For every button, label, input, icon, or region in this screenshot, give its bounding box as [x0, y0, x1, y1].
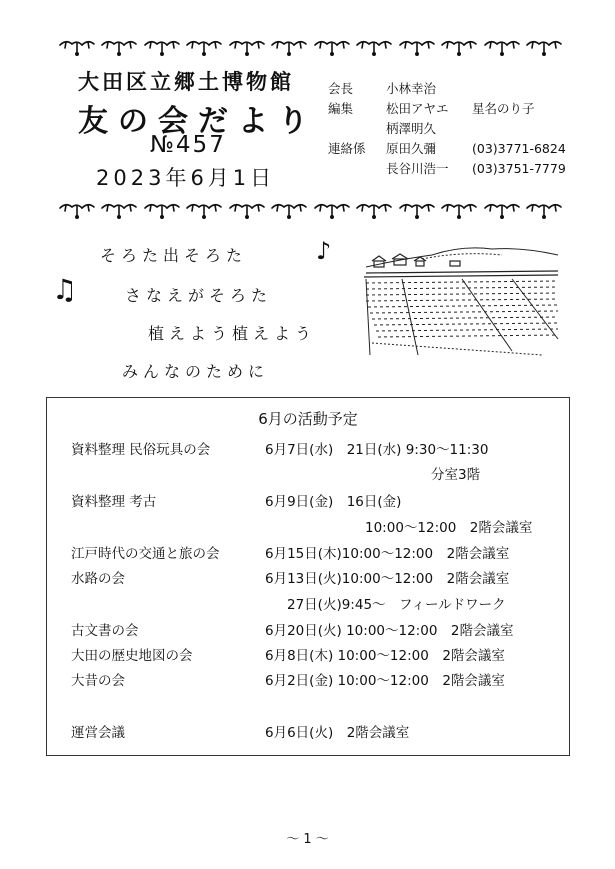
palm-frond-icon: [228, 37, 266, 57]
schedule-detail: 6月13日(火)10:00～12:00 2階会議室: [265, 571, 510, 587]
palm-frond-icon: [313, 37, 351, 57]
palm-frond-icon: [270, 200, 308, 220]
music-notes-icon: ♫: [52, 273, 78, 306]
palm-frond-icon: [355, 200, 393, 220]
palm-frond-icon: [185, 37, 223, 57]
schedule-title: 6月の活動予定: [258, 410, 358, 428]
schedule-box: [46, 397, 570, 756]
staff-row: 会長 小林幸治: [328, 81, 437, 96]
palm-frond-icon: [525, 37, 563, 57]
schedule-detail: 6月6日(火) 2階会議室: [265, 725, 410, 741]
schedule-name: 水路の会: [71, 571, 125, 587]
rice-field-illustration: [362, 243, 560, 358]
schedule-name: 江戸時代の交通と旅の会: [71, 546, 220, 562]
music-note-icon: ♪: [316, 237, 332, 265]
poem-line-3: 植えよう植えよう: [148, 324, 317, 343]
schedule-detail: 27日(火)9:45～ フィールドワーク: [287, 597, 506, 613]
staff-row: 柄澤明久: [386, 121, 437, 136]
schedule-detail: 6月8日(木) 10:00～12:00 2階会議室: [265, 648, 505, 664]
decorative-border-top: [58, 36, 563, 58]
palm-frond-icon: [440, 200, 478, 220]
staff-row: 長谷川浩一 (03)3751-7779: [386, 161, 566, 176]
staff-row: 連絡係 原田久彌 (03)3771-6824: [328, 141, 566, 156]
schedule-name: 大昔の会: [71, 673, 125, 689]
museum-name: 大田区立郷土博物館: [78, 70, 294, 94]
palm-frond-icon: [143, 200, 181, 220]
palm-frond-icon: [483, 200, 521, 220]
newsletter-title: 友の会だより: [78, 104, 318, 139]
issue-date: 2023年6月1日: [96, 166, 276, 190]
schedule-detail: 6月20日(火) 10:00～12:00 2階会議室: [265, 623, 514, 639]
palm-frond-icon: [398, 200, 436, 220]
palm-frond-icon: [525, 200, 563, 220]
palm-frond-icon: [313, 200, 351, 220]
schedule-detail: 6月15日(木)10:00～12:00 2階会議室: [265, 546, 510, 562]
palm-frond-icon: [58, 200, 96, 220]
palm-frond-icon: [100, 37, 138, 57]
staff-list: [328, 79, 566, 179]
palm-frond-icon: [58, 37, 96, 57]
schedule-detail: 6月9日(金) 16日(金): [265, 494, 402, 510]
schedule-detail: 6月7日(水) 21日(水) 9:30～11:30: [265, 442, 489, 458]
palm-frond-icon: [143, 37, 181, 57]
schedule-name: 運営会議: [71, 725, 125, 741]
poem-line-1: そろた出そろた: [100, 246, 248, 265]
palm-frond-icon: [440, 37, 478, 57]
decorative-border-middle: [58, 199, 563, 221]
schedule-detail: 分室3階: [431, 467, 481, 483]
palm-frond-icon: [483, 37, 521, 57]
palm-frond-icon: [398, 37, 436, 57]
page-number: ～ 1 ～: [286, 832, 329, 847]
schedule-detail: 10:00～12:00 2階会議室: [365, 520, 533, 536]
issue-number: №457: [150, 132, 226, 158]
palm-frond-icon: [270, 37, 308, 57]
poem-line-4: みんなのために: [122, 362, 270, 381]
staff-row: 編集 松田アヤエ 星名のり子: [328, 101, 535, 116]
palm-frond-icon: [100, 200, 138, 220]
palm-frond-icon: [228, 200, 266, 220]
schedule-name: 古文書の会: [71, 623, 139, 639]
schedule-name: 大田の歴史地図の会: [71, 648, 193, 664]
schedule-name: 資料整理 民俗玩具の会: [71, 442, 211, 458]
palm-frond-icon: [185, 200, 223, 220]
schedule-name: 資料整理 考古: [71, 494, 157, 510]
palm-frond-icon: [355, 37, 393, 57]
schedule-detail: 6月2日(金) 10:00～12:00 2階会議室: [265, 673, 505, 689]
poem-line-2: さなえがそろた: [125, 286, 273, 305]
